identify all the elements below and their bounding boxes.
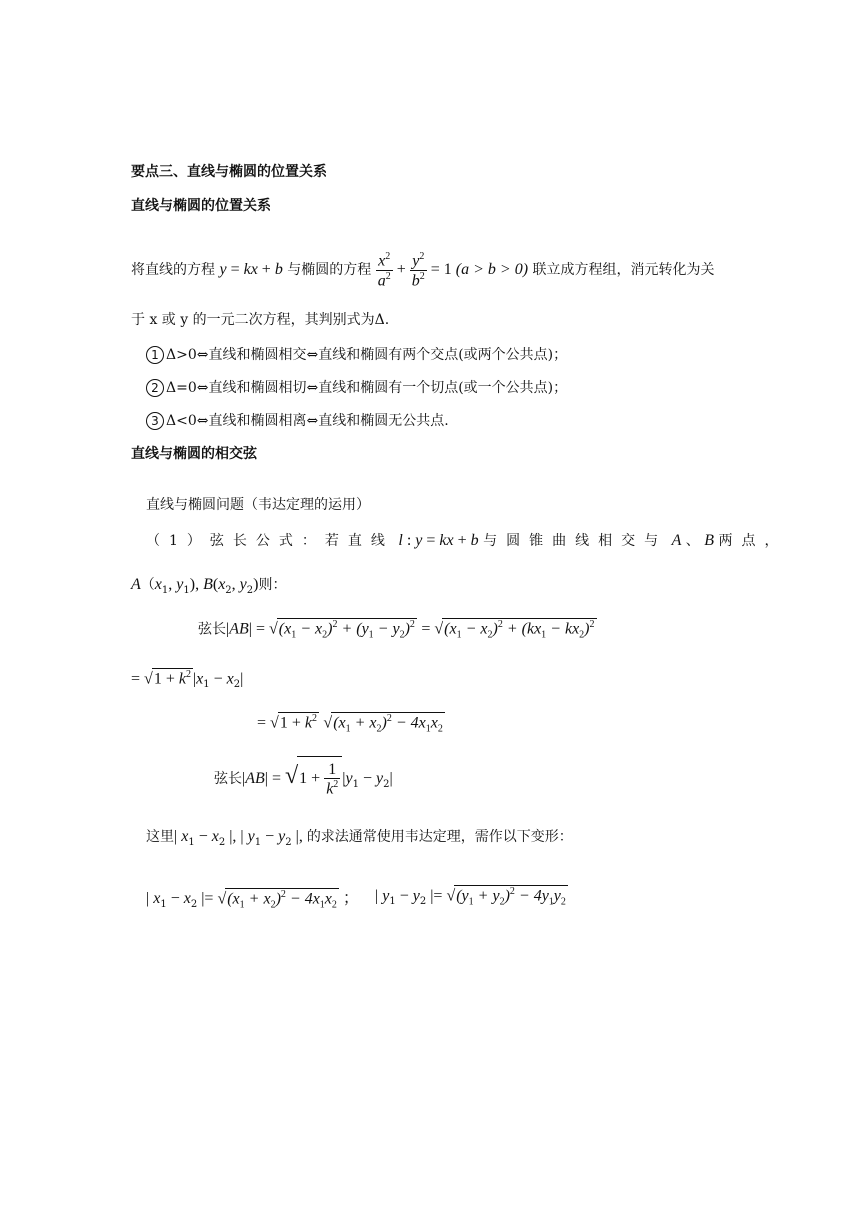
vieta-y-formula: | $y_1 - y_2$ |= $√(y_1 + y_2)^2 - 4y_1y_2$ (375, 886, 566, 908)
intro-text-c: 联立成方程组，消元转化为关 (532, 262, 715, 278)
ellipse-condition: (a > b > 0) (455, 261, 529, 278)
chord-length-formula-3: = $√1 + k^2$ $√(x_1 + x_2)^2 - 4x_1x_2$ (257, 713, 443, 735)
circled-number: 3 (146, 412, 164, 430)
subsection-heading: 直线与椭圆的相交弦 (131, 446, 257, 462)
intro-text-a: 将直线的方程 (131, 262, 215, 278)
fraction-x2-a2: $\frac{x^2}{a^2}$ (377, 250, 391, 289)
vieta-note: 这里| $x_1 - x_2$ |, | $y_1 - y_2$ |, 的求法通常使用韦达定理，需作以下变形： (146, 828, 573, 848)
intro-text-b: 与椭圆的方程 (287, 262, 372, 278)
subsection-heading: 直线与椭圆的位置关系 (131, 198, 271, 214)
case-item: 1 Δ>0⇔直线和椭圆相交⇔直线和椭圆有两个交点(或两个公共点)； (146, 344, 567, 364)
chord-intro: 直线与椭圆问题（韦达定理的运用） (146, 497, 370, 513)
fraction-y2-b2: $\frac{y^2}{b^2}$ (411, 250, 425, 289)
line-equation: y (219, 261, 227, 278)
chord-length-formula-2: = $√1 + k^2$ $|x_1 - x_2|$ (131, 669, 244, 691)
case-item: 3 Δ<0⇔直线和椭圆相离⇔直线和椭圆无公共点. (146, 410, 449, 430)
chord-length-formula-1: 弦长$|AB| = √(x_1 - x_2)^2 + (y_1 - y_2)^2 = √(x_1 - x_2)^2 + (kx_1 - kx_2)^2$ (198, 619, 595, 641)
circled-number: 1 (146, 346, 164, 364)
intro-line-2: 于 x 或 y 的一元二次方程，其判别式为Δ. (131, 312, 390, 328)
chord-formula-statement: （1）弦长公式：若直线 l : y = kx + b 与圆锥曲线相交与 A 、 B 两点， (146, 532, 788, 549)
case-item: 2 Δ=0⇔直线和椭圆相切⇔直线和椭圆有一个切点(或一个公共点)； (146, 377, 567, 397)
points-definition: $A(x_1$, $y_1$), $B(x_2$, $y_2$)则： (131, 576, 287, 596)
intro-line-1: 将直线的方程 y = kx + b 与椭圆的方程 $\frac{x^2}{a^2}$ + $\frac{y^2}{b^2}$ = 1 (a > b > 0) 联立成方程组，消元转化为关 (131, 250, 715, 289)
chord-length-formula-4: 弦长|AB| = √1 + $\frac{1}{k^2}$ $|y_1 - y_2|$ (214, 754, 393, 807)
section-heading: 要点三、直线与椭圆的位置关系 (131, 164, 327, 180)
vieta-x-formula: | $x_1 - x_2$ |= $√(x_1 + x_2)^2 - 4x_1x_2$ ； (146, 888, 359, 911)
circled-number: 2 (146, 379, 164, 397)
